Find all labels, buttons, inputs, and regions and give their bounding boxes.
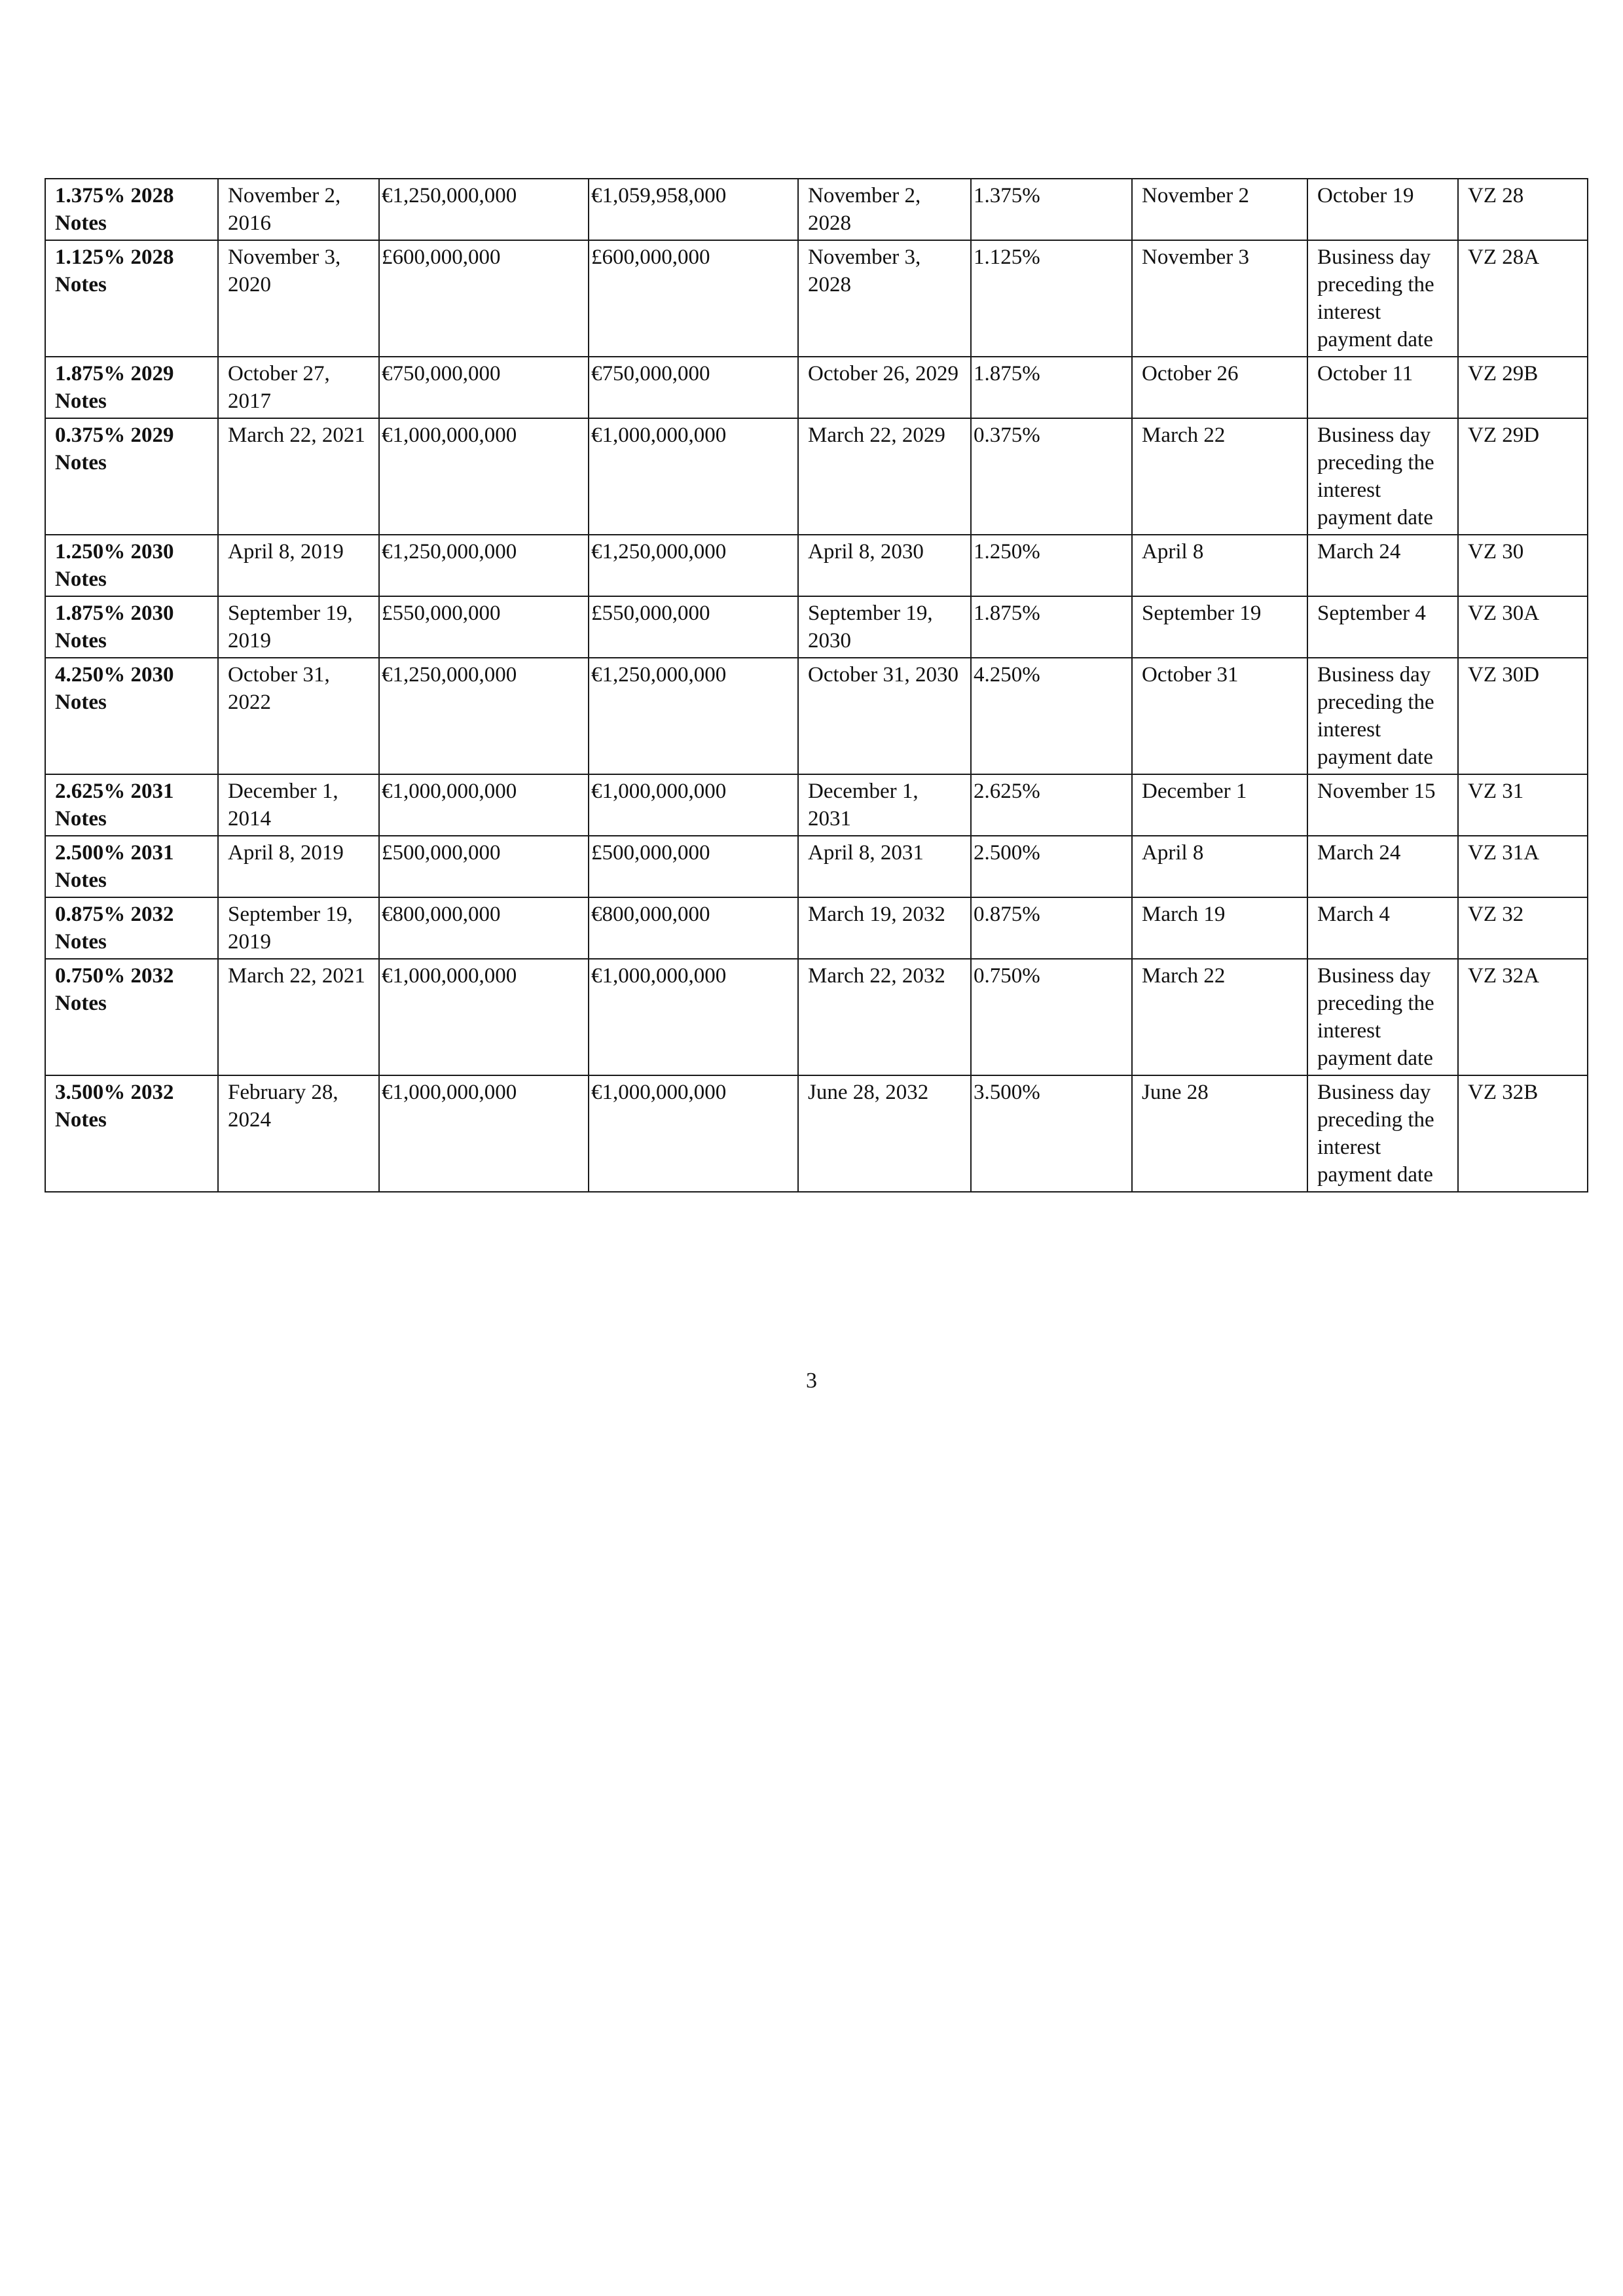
outstanding-amount-cell: €1,000,000,000 [589, 1075, 798, 1192]
table-row [45, 179, 1588, 240]
outstanding-amount-cell: €1,000,000,000 [589, 959, 798, 1075]
issue-date-cell: September 19, 2019 [218, 596, 379, 658]
record-date-cell: Business day preceding the interest payment date [1307, 418, 1458, 535]
interest-rate-cell: 2.625% [971, 774, 1132, 836]
interest-payment-date-cell: December 1 [1132, 774, 1307, 836]
interest-rate-cell: 1.875% [971, 357, 1132, 418]
table-row [45, 596, 1588, 658]
outstanding-amount-cell: €1,250,000,000 [589, 535, 798, 596]
original-amount-cell: £500,000,000 [379, 836, 589, 897]
interest-payment-date-cell: April 8 [1132, 836, 1307, 897]
interest-rate-cell: 1.250% [971, 535, 1132, 596]
record-date-cell: Business day preceding the interest payment date [1307, 1075, 1458, 1192]
series-name-cell: 1.375% 2028 Notes [45, 179, 218, 240]
interest-rate-cell: 1.125% [971, 240, 1132, 357]
original-amount-cell: €1,250,000,000 [379, 179, 589, 240]
original-amount-cell: €1,250,000,000 [379, 535, 589, 596]
notes-table [45, 178, 1588, 1193]
issue-date-cell: December 1, 2014 [218, 774, 379, 836]
interest-rate-cell: 0.375% [971, 418, 1132, 535]
interest-payment-date-cell: October 26 [1132, 357, 1307, 418]
record-date-cell: September 4 [1307, 596, 1458, 658]
table-row [45, 959, 1588, 1075]
table-row [45, 658, 1588, 774]
issue-date-cell: March 22, 2021 [218, 959, 379, 1075]
ticker-symbol-cell: VZ 30A [1458, 596, 1588, 658]
table-row [45, 418, 1588, 535]
maturity-date-cell: April 8, 2030 [798, 535, 971, 596]
table-row [45, 357, 1588, 418]
page-number: 3 [806, 1369, 817, 1393]
interest-payment-date-cell: March 22 [1132, 418, 1307, 535]
issue-date-cell: April 8, 2019 [218, 535, 379, 596]
original-amount-cell: €1,000,000,000 [379, 774, 589, 836]
issue-date-cell: September 19, 2019 [218, 897, 379, 959]
ticker-symbol-cell: VZ 32B [1458, 1075, 1588, 1192]
series-name-cell: 1.125% 2028 Notes [45, 240, 218, 357]
maturity-date-cell: April 8, 2031 [798, 836, 971, 897]
ticker-symbol-cell: VZ 28A [1458, 240, 1588, 357]
interest-payment-date-cell: April 8 [1132, 535, 1307, 596]
original-amount-cell: €1,000,000,000 [379, 1075, 589, 1192]
maturity-date-cell: March 22, 2029 [798, 418, 971, 535]
series-name-cell: 1.875% 2030 Notes [45, 596, 218, 658]
outstanding-amount-cell: €1,000,000,000 [589, 774, 798, 836]
ticker-symbol-cell: VZ 32A [1458, 959, 1588, 1075]
interest-rate-cell: 3.500% [971, 1075, 1132, 1192]
table-row [45, 1075, 1588, 1192]
interest-rate-cell: 1.375% [971, 179, 1132, 240]
outstanding-amount-cell: €750,000,000 [589, 357, 798, 418]
series-name-cell: 0.375% 2029 Notes [45, 418, 218, 535]
interest-payment-date-cell: October 31 [1132, 658, 1307, 774]
original-amount-cell: £600,000,000 [379, 240, 589, 357]
interest-rate-cell: 1.875% [971, 596, 1132, 658]
interest-payment-date-cell: September 19 [1132, 596, 1307, 658]
interest-rate-cell: 2.500% [971, 836, 1132, 897]
outstanding-amount-cell: €1,000,000,000 [589, 418, 798, 535]
outstanding-amount-cell: €1,059,958,000 [589, 179, 798, 240]
series-name-cell: 1.250% 2030 Notes [45, 535, 218, 596]
interest-rate-cell: 0.875% [971, 897, 1132, 959]
record-date-cell: Business day preceding the interest payment date [1307, 959, 1458, 1075]
original-amount-cell: €750,000,000 [379, 357, 589, 418]
interest-payment-date-cell: November 2 [1132, 179, 1307, 240]
ticker-symbol-cell: VZ 31A [1458, 836, 1588, 897]
series-name-cell: 2.625% 2031 Notes [45, 774, 218, 836]
original-amount-cell: €800,000,000 [379, 897, 589, 959]
maturity-date-cell: December 1, 2031 [798, 774, 971, 836]
issue-date-cell: March 22, 2021 [218, 418, 379, 535]
outstanding-amount-cell: £500,000,000 [589, 836, 798, 897]
maturity-date-cell: October 31, 2030 [798, 658, 971, 774]
issue-date-cell: October 31, 2022 [218, 658, 379, 774]
table-row [45, 240, 1588, 357]
record-date-cell: Business day preceding the interest payment date [1307, 658, 1458, 774]
original-amount-cell: £550,000,000 [379, 596, 589, 658]
table-row [45, 897, 1588, 959]
record-date-cell: Business day preceding the interest payment date [1307, 240, 1458, 357]
original-amount-cell: €1,000,000,000 [379, 959, 589, 1075]
issue-date-cell: February 28, 2024 [218, 1075, 379, 1192]
maturity-date-cell: November 3, 2028 [798, 240, 971, 357]
record-date-cell: October 19 [1307, 179, 1458, 240]
table-row [45, 535, 1588, 596]
maturity-date-cell: November 2, 2028 [798, 179, 971, 240]
original-amount-cell: €1,250,000,000 [379, 658, 589, 774]
interest-rate-cell: 4.250% [971, 658, 1132, 774]
issue-date-cell: November 2, 2016 [218, 179, 379, 240]
series-name-cell: 4.250% 2030 Notes [45, 658, 218, 774]
series-name-cell: 1.875% 2029 Notes [45, 357, 218, 418]
issue-date-cell: November 3, 2020 [218, 240, 379, 357]
maturity-date-cell: September 19, 2030 [798, 596, 971, 658]
outstanding-amount-cell: £600,000,000 [589, 240, 798, 357]
record-date-cell: March 24 [1307, 836, 1458, 897]
ticker-symbol-cell: VZ 32 [1458, 897, 1588, 959]
ticker-symbol-cell: VZ 30 [1458, 535, 1588, 596]
issue-date-cell: April 8, 2019 [218, 836, 379, 897]
interest-payment-date-cell: June 28 [1132, 1075, 1307, 1192]
maturity-date-cell: October 26, 2029 [798, 357, 971, 418]
outstanding-amount-cell: €1,250,000,000 [589, 658, 798, 774]
ticker-symbol-cell: VZ 29D [1458, 418, 1588, 535]
table-row [45, 836, 1588, 897]
issue-date-cell: October 27, 2017 [218, 357, 379, 418]
ticker-symbol-cell: VZ 30D [1458, 658, 1588, 774]
record-date-cell: November 15 [1307, 774, 1458, 836]
interest-payment-date-cell: March 19 [1132, 897, 1307, 959]
series-name-cell: 2.500% 2031 Notes [45, 836, 218, 897]
outstanding-amount-cell: £550,000,000 [589, 596, 798, 658]
notes-table-body [45, 179, 1588, 1192]
record-date-cell: March 4 [1307, 897, 1458, 959]
series-name-cell: 3.500% 2032 Notes [45, 1075, 218, 1192]
maturity-date-cell: June 28, 2032 [798, 1075, 971, 1192]
maturity-date-cell: March 22, 2032 [798, 959, 971, 1075]
interest-payment-date-cell: March 22 [1132, 959, 1307, 1075]
record-date-cell: March 24 [1307, 535, 1458, 596]
table-row [45, 774, 1588, 836]
ticker-symbol-cell: VZ 28 [1458, 179, 1588, 240]
outstanding-amount-cell: €800,000,000 [589, 897, 798, 959]
series-name-cell: 0.875% 2032 Notes [45, 897, 218, 959]
interest-rate-cell: 0.750% [971, 959, 1132, 1075]
original-amount-cell: €1,000,000,000 [379, 418, 589, 535]
interest-payment-date-cell: November 3 [1132, 240, 1307, 357]
ticker-symbol-cell: VZ 29B [1458, 357, 1588, 418]
series-name-cell: 0.750% 2032 Notes [45, 959, 218, 1075]
record-date-cell: October 11 [1307, 357, 1458, 418]
maturity-date-cell: March 19, 2032 [798, 897, 971, 959]
ticker-symbol-cell: VZ 31 [1458, 774, 1588, 836]
